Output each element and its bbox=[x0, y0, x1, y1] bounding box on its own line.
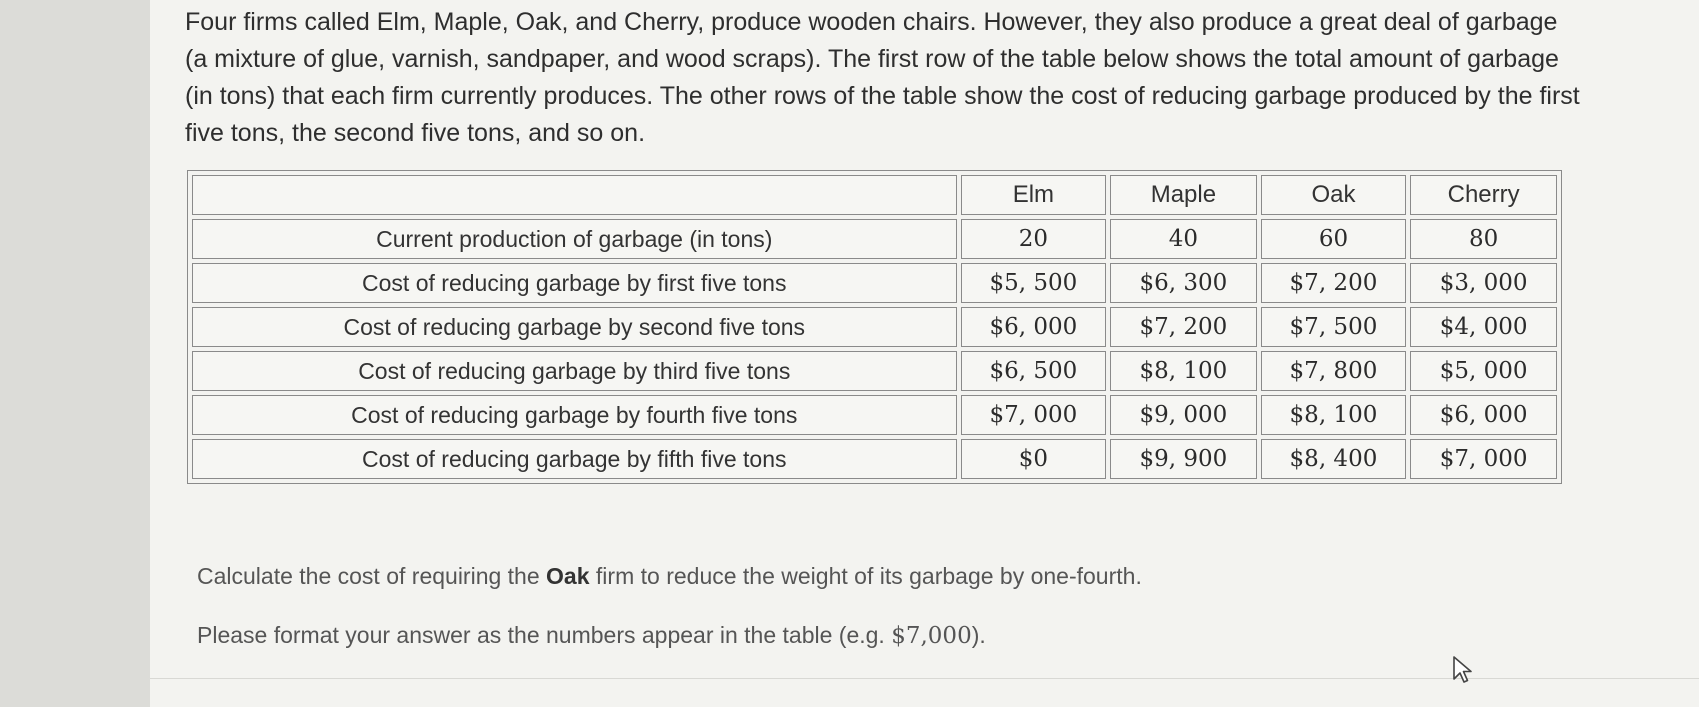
question-suffix: firm to reduce the weight of its garbage by one-fourth. bbox=[589, 563, 1142, 589]
row-label: Cost of reducing garbage by third five tons bbox=[192, 351, 957, 391]
table-cell: $0 bbox=[961, 439, 1107, 479]
table-row bbox=[192, 395, 1557, 435]
table-cell: $8, 400 bbox=[1261, 439, 1407, 479]
table-cell: $6, 500 bbox=[961, 351, 1107, 391]
table-cell: 20 bbox=[961, 219, 1107, 259]
table-row bbox=[192, 219, 1557, 259]
table-cell: $7, 800 bbox=[1261, 351, 1407, 391]
format-instruction bbox=[197, 622, 986, 649]
row-label: Cost of reducing garbage by first five tons bbox=[192, 263, 957, 303]
instruction-suffix: ). bbox=[971, 622, 986, 648]
table-cell: $9, 900 bbox=[1110, 439, 1256, 479]
table-cell: $4, 000 bbox=[1410, 307, 1557, 347]
left-margin bbox=[0, 0, 150, 707]
header-elm: Elm bbox=[961, 175, 1107, 215]
table-cell: 60 bbox=[1261, 219, 1407, 259]
table-row bbox=[192, 439, 1557, 479]
table-row bbox=[192, 307, 1557, 347]
instruction-prefix: Please format your answer as the numbers appear in the table (e.g. bbox=[197, 622, 892, 648]
table-cell: $3, 000 bbox=[1410, 263, 1557, 303]
table-cell: $7, 000 bbox=[1410, 439, 1557, 479]
table-cell: $6, 300 bbox=[1110, 263, 1256, 303]
table-cell: $5, 000 bbox=[1410, 351, 1557, 391]
problem-intro-text: Four firms called Elm, Maple, Oak, and Cherry, produce wooden chairs. However, they also produce a great deal of garbage (a mixture of glue, varnish, sandpaper, and wood scraps). The first row of the table below shows the total amount of garbage (in tons) that each firm currently produces. The other rows of the table show the cost of reducing garbage produced by the first five tons, the second five tons, and so on. bbox=[185, 8, 1580, 147]
header-oak: Oak bbox=[1261, 175, 1407, 215]
header-cherry: Cherry bbox=[1410, 175, 1557, 215]
row-label: Cost of reducing garbage by fourth five tons bbox=[192, 395, 957, 435]
table-cell: $6, 000 bbox=[961, 307, 1107, 347]
header-maple: Maple bbox=[1110, 175, 1256, 215]
question-firm: Oak bbox=[546, 563, 590, 589]
table-corner-cell bbox=[192, 175, 957, 215]
row-label: Current production of garbage (in tons) bbox=[192, 219, 957, 259]
row-label: Cost of reducing garbage by second five tons bbox=[192, 307, 957, 347]
table-cell: $7, 000 bbox=[961, 395, 1107, 435]
table-cell: 80 bbox=[1410, 219, 1557, 259]
table-cell: $7, 200 bbox=[1110, 307, 1256, 347]
row-label: Cost of reducing garbage by fifth five tons bbox=[192, 439, 957, 479]
table-cell: 40 bbox=[1110, 219, 1256, 259]
table-cell: $9, 000 bbox=[1110, 395, 1256, 435]
table-cell: $5, 500 bbox=[961, 263, 1107, 303]
question-prefix: Calculate the cost of requiring the bbox=[197, 563, 547, 589]
mouse-pointer-icon bbox=[1452, 655, 1476, 685]
table-row bbox=[192, 351, 1557, 391]
table-header-row bbox=[192, 175, 1557, 215]
instruction-example: $7,000 bbox=[891, 623, 972, 649]
table-cell: $6, 000 bbox=[1410, 395, 1557, 435]
table-cell: $8, 100 bbox=[1110, 351, 1256, 391]
table-cell: $8, 100 bbox=[1261, 395, 1407, 435]
table-cell: $7, 500 bbox=[1261, 307, 1407, 347]
question-text bbox=[197, 563, 1142, 590]
garbage-cost-table bbox=[187, 170, 1562, 484]
table-cell: $7, 200 bbox=[1261, 263, 1407, 303]
table-row bbox=[192, 263, 1557, 303]
